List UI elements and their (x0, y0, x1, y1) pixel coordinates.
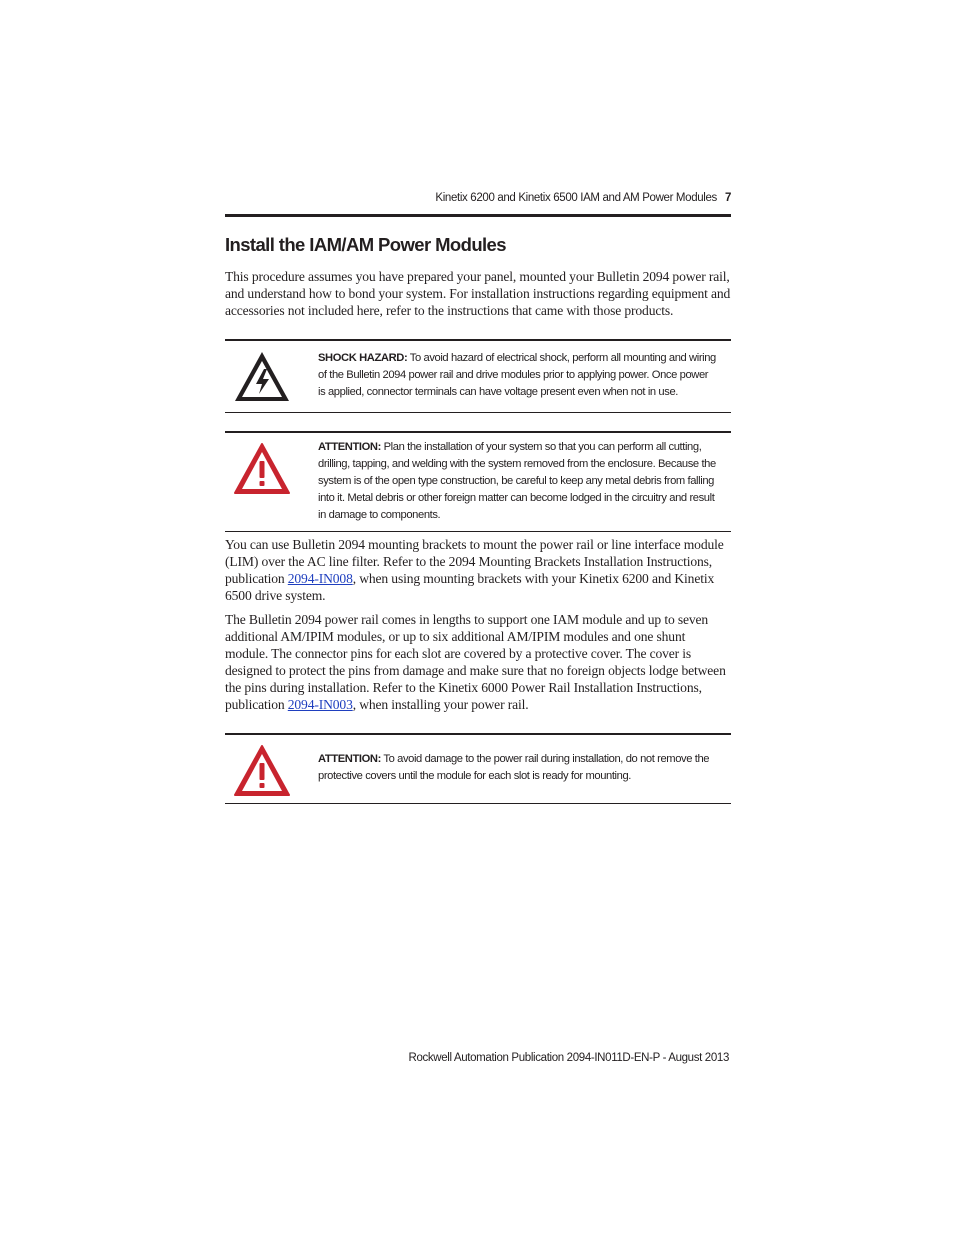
attention-notice-protective-covers (225, 733, 731, 804)
running-header-title: Kinetix 6200 and Kinetix 6500 IAM and AM Power Modules (435, 192, 717, 204)
shock-hazard-text: To avoid hazard of electrical shock, perform all mounting and wiring of the Bulletin 2094 power rail and drive modules prior to applying power. Once power is applied, connector terminals can have voltage present even when not in use. (318, 352, 716, 398)
power-rail-text-start: The Bulletin 2094 power rail comes in lengths to support one IAM module and up to seven additional AM/IPIM modules, or up to six additional AM/IPIM modules and one shunt module. The connector pins for each slot are covered by a protective cover. The cover is designed to protect the pins from damage and make sure that no foreign objects lodge between the pins during installation. Refer to the Kinetix 6000 Power Rail Installation Instructions, publication (225, 612, 726, 712)
shock-hazard-text-block (318, 350, 718, 401)
attention-covers-text: To avoid damage to the power rail during installation, do not remove the protective covers until the module for each slot is ready for mounting. (318, 753, 710, 782)
attention-label: ATTENTION: (318, 753, 381, 765)
mounting-brackets-paragraph (225, 536, 731, 604)
shock-hazard-icon (233, 350, 291, 404)
attention-label: ATTENTION: (318, 441, 381, 453)
link-2094-in003[interactable]: 2094-IN003 (287, 697, 353, 712)
shock-hazard-label: SHOCK HAZARD: (318, 352, 408, 364)
power-rail-paragraph (225, 611, 731, 713)
attention-icon (233, 442, 291, 496)
power-rail-text-end: , when installing your power rail. (352, 697, 529, 712)
shock-hazard-notice (225, 339, 731, 413)
mounting-brackets-text-end: , when using mounting brackets with your Kinetix 6200 and Kinetix 6500 drive system. (225, 571, 715, 603)
mounting-brackets-text-start: You can use Bulletin 2094 mounting brackets to mount the power rail or line interface module (LIM) over the AC line filter. Refer to the 2094 Mounting Brackets Installation Instructions, publication (225, 537, 724, 586)
link-2094-in008[interactable]: 2094-IN008 (287, 571, 353, 586)
attention-installation-text: Plan the installation of your system so that you can perform all cutting, drilling, tapping, and welding with the system removed from the enclosure. Because the system is of the open type construction, be careful to keep any metal debris from falling into it. Metal debris or other foreign matter can become lodged in the circuitry and result in damage to components. (318, 441, 716, 521)
header-rule (225, 214, 731, 217)
page-number: 7 (724, 192, 731, 204)
attention-notice-installation (225, 431, 731, 532)
attention-installation-text-block (318, 439, 718, 524)
publication-footer: Rockwell Automation Publication 2094-IN011D-EN-P - August 2013 (408, 1052, 729, 1064)
attention-icon (233, 744, 291, 798)
intro-paragraph: This procedure assumes you have prepared your panel, mounted your Bulletin 2094 power rail, and understand how to bond your system. For installation instructions regarding equipment and accessories not included here, refer to the instructions that came with those products. (225, 269, 731, 318)
running-header (225, 192, 731, 204)
section-title: Install the IAM/AM Power Modules (225, 234, 506, 255)
attention-covers-text-block (318, 751, 718, 785)
